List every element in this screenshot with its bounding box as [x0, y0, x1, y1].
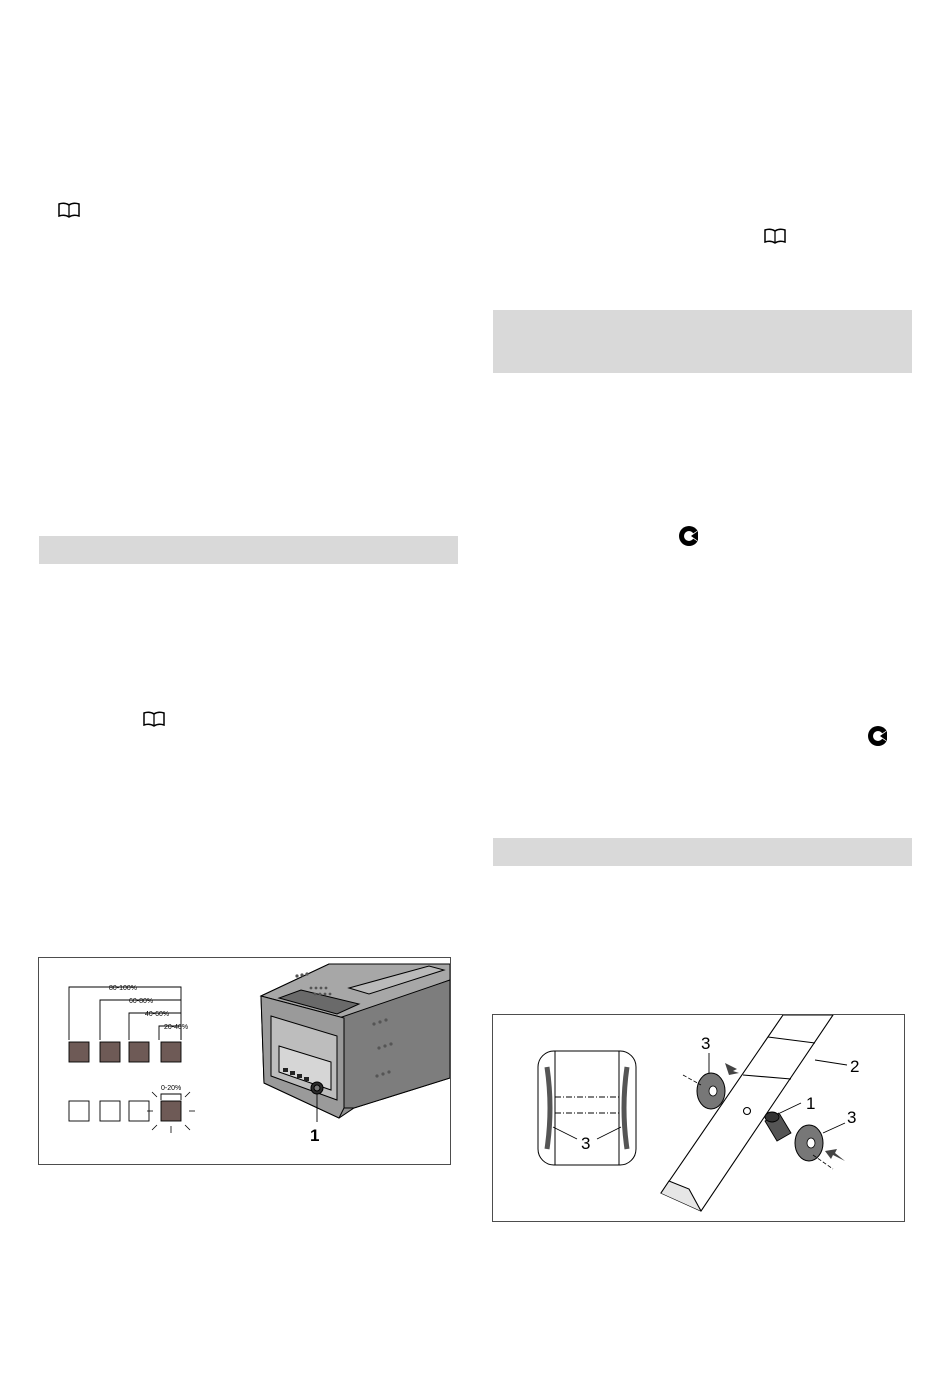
manual-book-icon — [58, 202, 80, 218]
callout-2: 2 — [850, 1057, 860, 1076]
washer-right — [795, 1123, 845, 1169]
section-header-band-right — [493, 838, 912, 866]
battery-charger-icon — [867, 725, 889, 747]
battery-charge-figure — [38, 957, 451, 1165]
callout-1-pin: 1 — [806, 1094, 816, 1113]
callout-3-left: 3 — [701, 1034, 711, 1053]
manual-book-icon — [143, 711, 165, 727]
manual-book-icon — [764, 228, 786, 244]
led-blinking — [161, 1101, 181, 1121]
led-1-off — [69, 1101, 89, 1121]
battery-pack-drawing — [261, 964, 450, 1118]
led-1-on — [69, 1042, 89, 1062]
tube-clamp-figure — [492, 1014, 905, 1222]
section-header-band-right-tall — [493, 310, 912, 373]
led-4-on — [161, 1042, 181, 1062]
callout-3-inset: 3 — [581, 1134, 591, 1153]
led-3-off — [129, 1101, 149, 1121]
callout-1: 1 — [310, 1126, 320, 1145]
led-2-off — [100, 1101, 120, 1121]
section-header-band-left — [39, 536, 458, 564]
battery-charger-icon — [678, 525, 700, 547]
led-3-on — [129, 1042, 149, 1062]
tube-drawing — [661, 1015, 833, 1211]
led-2-on — [100, 1042, 120, 1062]
callout-3-right: 3 — [847, 1108, 857, 1127]
charge-label-80-100: 80-100% — [109, 985, 138, 992]
charge-label-20-40: 20-40% — [164, 1024, 189, 1031]
charge-label-0-20: 0-20% — [161, 1085, 182, 1092]
charge-label-40-60: 40-60% — [145, 1011, 170, 1018]
charge-label-60-80: 60-80% — [129, 998, 154, 1005]
